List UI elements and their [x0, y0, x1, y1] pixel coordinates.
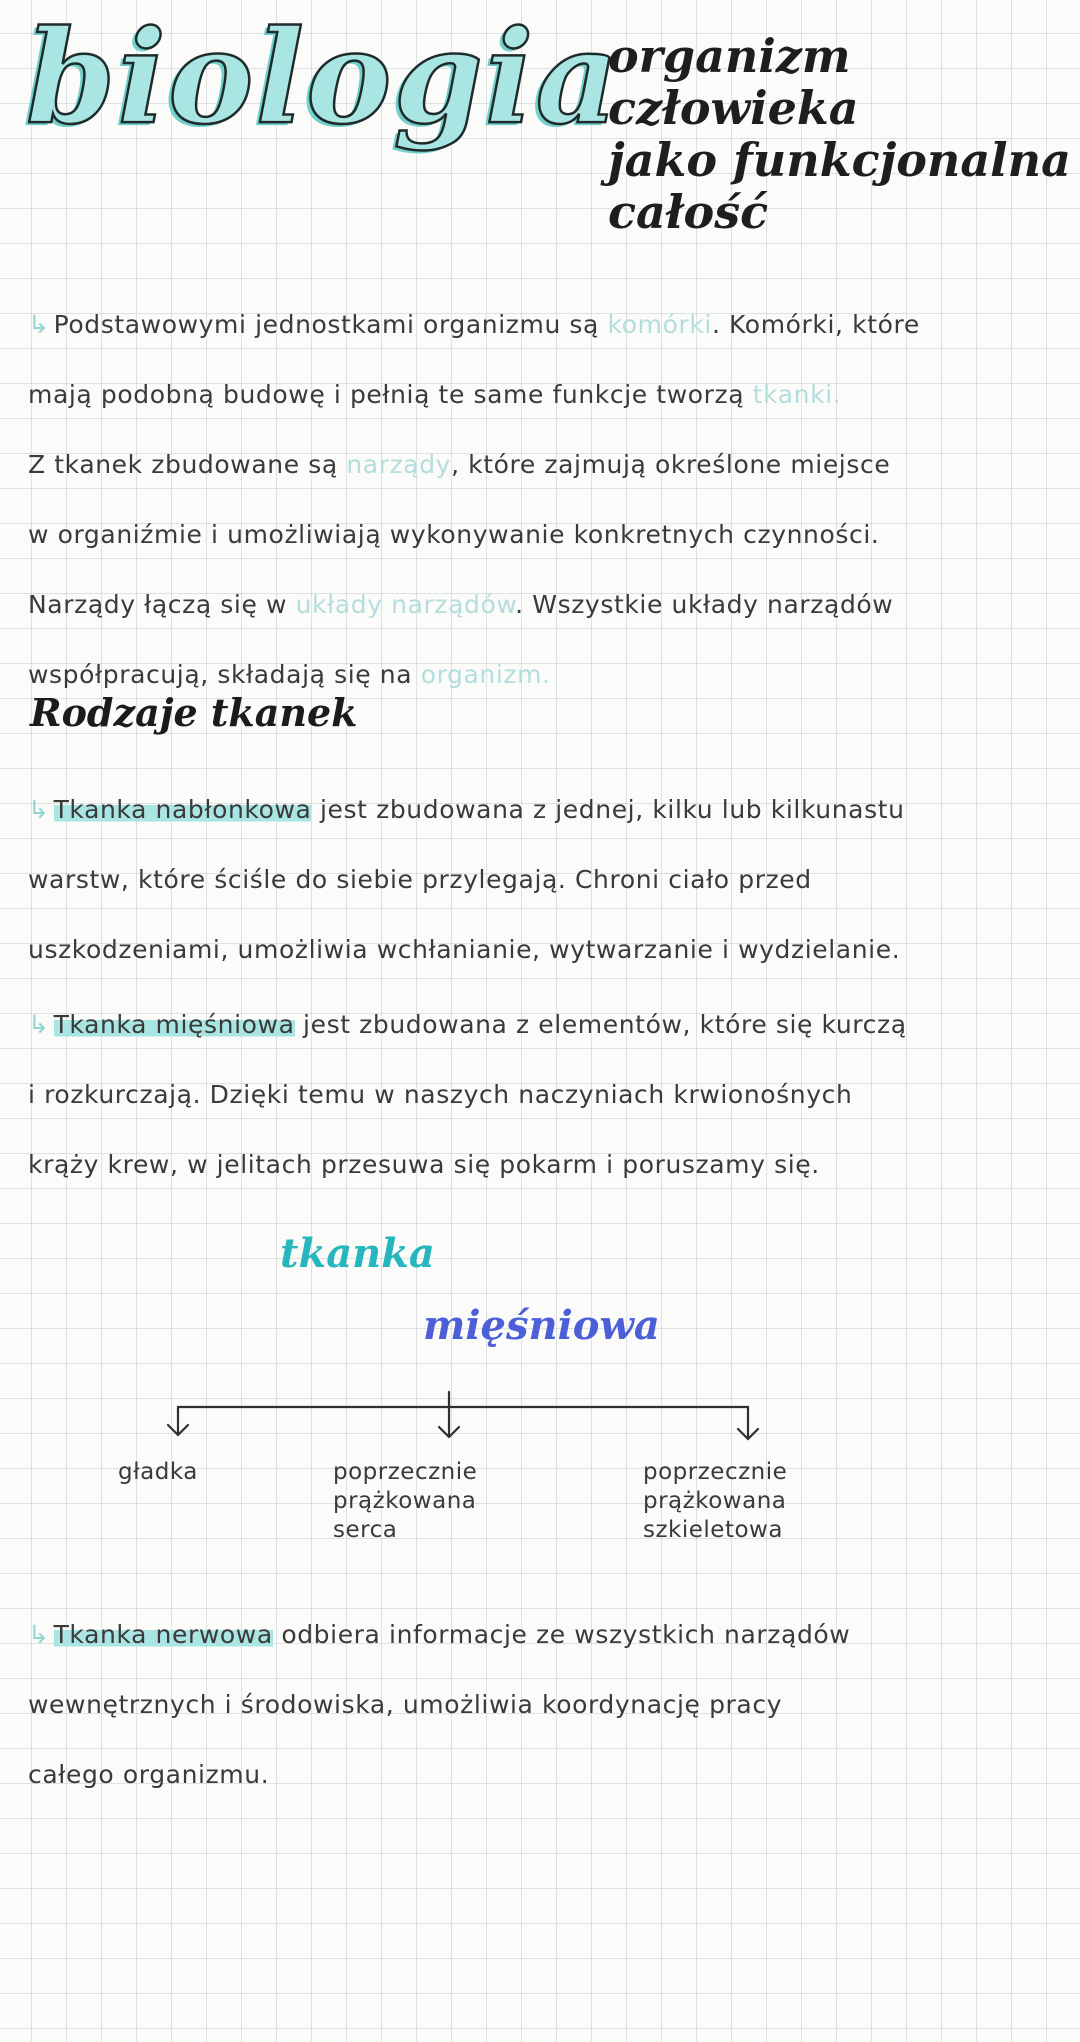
arrow-icon: ↳ [28, 795, 50, 824]
nervous-line-1 [28, 1600, 1048, 1670]
section-heading: Rodzaje tkanek [30, 690, 358, 735]
node-line: poprzecznie [643, 1459, 788, 1485]
subtitle-line-1: organizm człowieka [608, 29, 859, 135]
term-komorki: komórki [607, 310, 712, 339]
nervous-line-2: wewnętrznych i środowiska, umożliwia koordynację pracy [28, 1690, 783, 1719]
paragraph-text: jest zbudowana z jednej, kilku lub kilkunastu [320, 795, 905, 824]
paragraph-text: odbiera informacje ze wszystkich narządów [281, 1620, 851, 1649]
arrow-icon: ↳ [28, 1620, 50, 1649]
term-epithelial: Tkanka nabłonkowa [53, 795, 312, 824]
muscle-line-3: krąży krew, w jelitach przesuwa się pokarm i poruszamy się. [28, 1150, 820, 1179]
diagram-node-szkieletowa [643, 1458, 787, 1545]
node-line: serca [333, 1517, 398, 1543]
muscle-line-2: i rozkurczają. Dzięki temu w naszych naczyniach krwionośnych [28, 1080, 853, 1109]
node-line: prążkowana [643, 1488, 787, 1514]
diagram-node-gladka [118, 1458, 198, 1487]
intro-text: , które zajmują określone miejsce [451, 450, 891, 479]
intro-text: . Komórki, które [711, 310, 920, 339]
diagram-title-line-2: mięśniowa [423, 1302, 660, 1349]
diagram-node-serca [333, 1458, 477, 1545]
diagram-title-line-1: tkanka [280, 1230, 435, 1277]
intro-text: współpracują, składają się na [28, 660, 413, 689]
subtitle-line-2: jako funkcjonalna [608, 133, 1071, 187]
paragraph-text: jest zbudowana z elementów, które się kurczą [303, 1010, 907, 1039]
term-narzady: narządy [346, 450, 452, 479]
node-line: gładka [118, 1459, 198, 1485]
arrow-icon: ↳ [28, 310, 50, 339]
nervous-paragraph [28, 1600, 1048, 1810]
term-organizm: organizm. [420, 660, 551, 689]
term-uklady-narzadow: układy narządów [295, 590, 516, 619]
intro-text: mają podobną budowę i pełnią te same funkcje tworzą [28, 380, 745, 409]
epithelial-line-3: uszkodzeniami, umożliwia wchłanianie, wytwarzanie i wydzielanie. [28, 935, 901, 964]
term-muscle: Tkanka mięśniowa [53, 1010, 295, 1039]
nervous-line-3: całego organizmu. [28, 1760, 270, 1789]
subtitle-line-3: całość [608, 185, 769, 239]
node-line: szkieletowa [643, 1517, 783, 1543]
intro-text: w organiźmie i umożliwiają wykonywanie konkretnych czynności. [28, 520, 880, 549]
term-tkanki: tkanki. [752, 380, 842, 409]
node-line: poprzecznie [333, 1459, 478, 1485]
intro-text: . Wszystkie układy narządów [515, 590, 894, 619]
page-title: biologia [26, 3, 621, 153]
arrow-icon: ↳ [28, 1010, 50, 1039]
intro-text: Podstawowymi jednostkami organizmu są [53, 310, 599, 339]
epithelial-line-2: warstw, które ściśle do siebie przylegają. Chroni ciało przed [28, 865, 812, 894]
intro-text: Z tkanek zbudowane są [28, 450, 338, 479]
node-line: prążkowana [333, 1488, 477, 1514]
term-nervous: Tkanka nerwowa [53, 1620, 273, 1649]
intro-text: Narządy łączą się w [28, 590, 288, 619]
